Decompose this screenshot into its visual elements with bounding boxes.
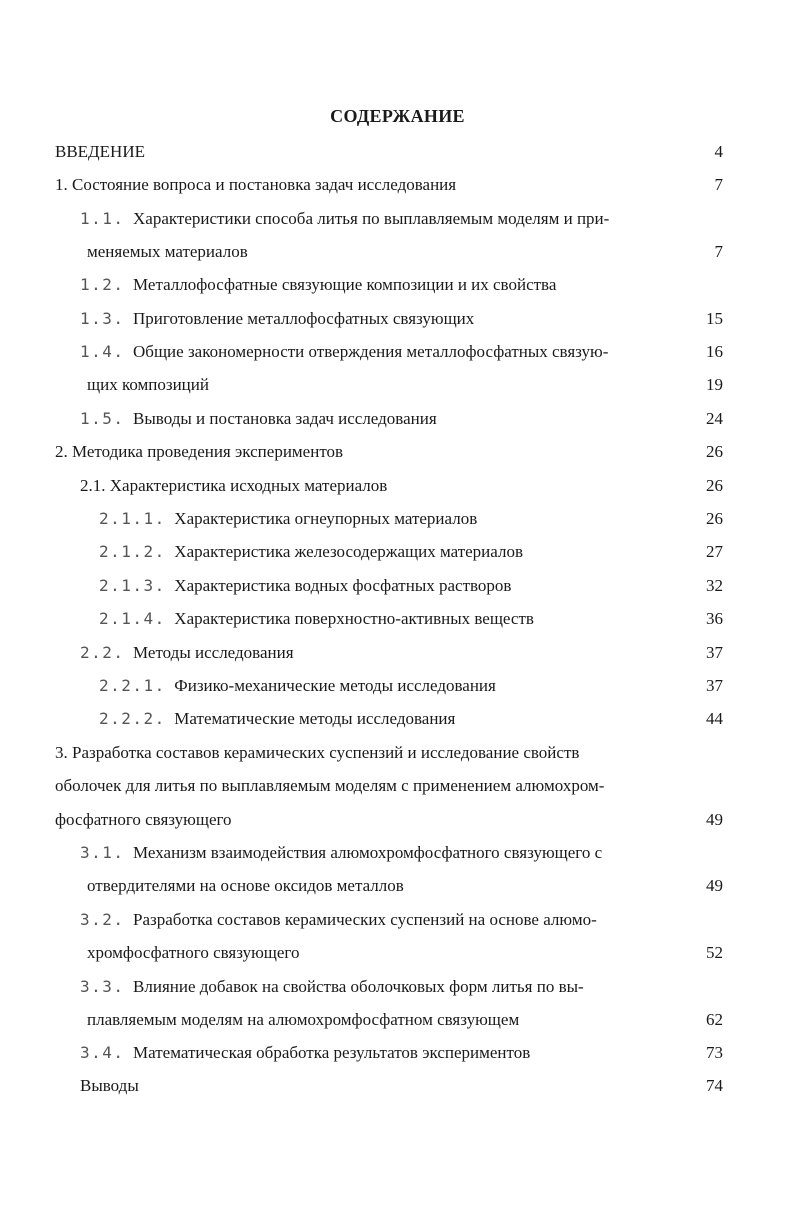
toc-section-3-4 bbox=[80, 1042, 530, 1064]
toc-entry-text: Математическая обработка результатов экспериментов bbox=[133, 1043, 531, 1062]
toc-page-number: 7 bbox=[714, 242, 723, 261]
toc-entry-text: Характеристика железосодержащих материалов bbox=[174, 542, 523, 561]
toc-entry-text: 3. Разработка составов керамических суспензий и исследование свойств bbox=[55, 743, 580, 762]
toc-entry-text: 2. Методика проведения экспериментов bbox=[55, 442, 344, 461]
toc-page-number: 26 bbox=[706, 442, 723, 461]
toc-entry-text: Общие закономерности отверждения металлофосфатных связую- bbox=[133, 342, 609, 361]
toc-section-3-1-cont bbox=[87, 875, 404, 897]
toc-section-3-2 bbox=[80, 909, 597, 931]
toc-section-number: 2.2. bbox=[80, 643, 125, 662]
toc-section-1-3 bbox=[80, 308, 474, 330]
toc-subsection-2-1-3 bbox=[99, 575, 511, 597]
toc-page-number: 24 bbox=[706, 409, 723, 428]
toc-page-number: 32 bbox=[706, 576, 723, 595]
toc-page-number: 49 bbox=[706, 876, 723, 895]
toc-entry-text: меняемых материалов bbox=[87, 242, 248, 261]
toc-page-number: 62 bbox=[706, 1010, 723, 1029]
toc-entry-text: Характеристика поверхностно-активных веществ bbox=[174, 609, 534, 628]
toc-subsection-2-2-2 bbox=[99, 708, 455, 730]
toc-page-number: 49 bbox=[706, 810, 723, 829]
toc-section-2-1 bbox=[80, 475, 387, 497]
toc-entry-text: ВВЕДЕНИЕ bbox=[55, 142, 145, 161]
toc-page-number: 4 bbox=[714, 142, 723, 161]
toc-section-number: 2.1.4. bbox=[99, 609, 166, 628]
toc-subsection-2-2-1 bbox=[99, 675, 496, 697]
toc-entry-text: Приготовление металлофосфатных связующих bbox=[133, 309, 475, 328]
toc-section-number: 2.1.3. bbox=[99, 576, 166, 595]
toc-entry-text: Физико-механические методы исследования bbox=[174, 676, 496, 695]
toc-page-number: 7 bbox=[714, 175, 723, 194]
toc-entry-text: Выводы bbox=[80, 1076, 139, 1095]
toc-section-1-2 bbox=[80, 274, 556, 296]
toc-page-number: 19 bbox=[706, 375, 723, 394]
toc-section-number: 3.1. bbox=[80, 843, 125, 862]
toc-entry-text: Методы исследования bbox=[133, 643, 294, 662]
toc-section-3-1 bbox=[80, 842, 602, 864]
toc-page-number: 27 bbox=[706, 542, 723, 561]
toc-entry-text: Механизм взаимодействия алюмохромфосфатного связующего с bbox=[133, 843, 603, 862]
toc-section-number: 3.4. bbox=[80, 1043, 125, 1062]
toc-section-1-5 bbox=[80, 408, 437, 430]
toc-page-number: 73 bbox=[706, 1043, 723, 1062]
toc-section-3-3 bbox=[80, 976, 584, 998]
toc-page-number: 26 bbox=[706, 476, 723, 495]
toc-entry-text: хромфосфатного связующего bbox=[87, 943, 300, 962]
toc-entry-text: 2.1. Характеристика исходных материалов bbox=[80, 476, 388, 495]
toc-section-1-4-cont bbox=[87, 374, 209, 396]
toc-section-1-1 bbox=[80, 208, 609, 230]
toc-page-number: 37 bbox=[706, 643, 723, 662]
toc-section-number: 1.1. bbox=[80, 209, 125, 228]
toc-chapter-3-cont bbox=[55, 775, 604, 797]
toc-entry-text: плавляемым моделям на алюмохромфосфатном связующем bbox=[87, 1010, 520, 1029]
toc-entry-text: отвердителями на основе оксидов металлов bbox=[87, 876, 404, 895]
toc-section-number: 3.3. bbox=[80, 977, 125, 996]
toc-entry-text: щих композиций bbox=[87, 375, 209, 394]
toc-subsection-2-1-2 bbox=[99, 541, 523, 563]
toc-page-number: 16 bbox=[706, 342, 723, 361]
toc-section-number: 1.5. bbox=[80, 409, 125, 428]
toc-chapter-3-cont bbox=[55, 809, 232, 831]
toc-section-3-2-cont bbox=[87, 942, 299, 964]
toc-page-number: 74 bbox=[706, 1076, 723, 1095]
toc-section-3-3-cont bbox=[87, 1009, 519, 1031]
toc-page-number: 15 bbox=[706, 309, 723, 328]
toc-section-1-1-cont bbox=[87, 241, 248, 263]
toc-section-number: 1.2. bbox=[80, 275, 125, 294]
toc-page-number: 52 bbox=[706, 943, 723, 962]
toc-section-1-4 bbox=[80, 341, 608, 363]
toc-entry-text: Характеристика огнеупорных материалов bbox=[174, 509, 478, 528]
toc-page-number: 37 bbox=[706, 676, 723, 695]
toc-section-number: 2.1.1. bbox=[99, 509, 166, 528]
toc-chapter-2 bbox=[55, 441, 343, 463]
toc-section-number: 2.2.2. bbox=[99, 709, 166, 728]
page-title: СОДЕРЖАНИЕ bbox=[330, 106, 465, 126]
toc-entry-text: Выводы и постановка задач исследования bbox=[133, 409, 437, 428]
toc-chapter-1 bbox=[55, 174, 456, 196]
toc-entry-text: Влияние добавок на свойства оболочковых форм литья по вы- bbox=[133, 977, 584, 996]
toc-entry-text: Математические методы исследования bbox=[174, 709, 456, 728]
toc-section-number: 2.1.2. bbox=[99, 542, 166, 561]
toc-page-number: 36 bbox=[706, 609, 723, 628]
toc-subsection-2-1-4 bbox=[99, 608, 534, 630]
toc-section-2-2 bbox=[80, 642, 294, 664]
toc-section-number: 2.2.1. bbox=[99, 676, 166, 695]
toc-section-number: 1.4. bbox=[80, 342, 125, 361]
toc-page-number: 26 bbox=[706, 509, 723, 528]
toc-entry-text: Характеристики способа литья по выплавляемым моделям и при- bbox=[133, 209, 610, 228]
toc-section-number: 3.2. bbox=[80, 910, 125, 929]
toc-entry-text: оболочек для литья по выплавляемым моделям с применением алюмохром- bbox=[55, 776, 605, 795]
toc-entry-text: 1. Состояние вопроса и постановка задач исследования bbox=[55, 175, 457, 194]
toc-entry-text: Металлофосфатные связующие композиции и их свойства bbox=[133, 275, 557, 294]
toc-subsection-2-1-1 bbox=[99, 508, 477, 530]
toc-page-number: 44 bbox=[706, 709, 723, 728]
toc-chapter-3 bbox=[55, 742, 579, 764]
toc-entry-intro bbox=[55, 141, 145, 163]
toc-entry-text: Разработка составов керамических суспензий на основе алюмо- bbox=[133, 910, 597, 929]
toc-entry-text: фосфатного связующего bbox=[55, 810, 232, 829]
toc-entry-text: Характеристика водных фосфатных растворов bbox=[174, 576, 512, 595]
toc-section-number: 1.3. bbox=[80, 309, 125, 328]
toc-conclusions bbox=[80, 1075, 139, 1097]
